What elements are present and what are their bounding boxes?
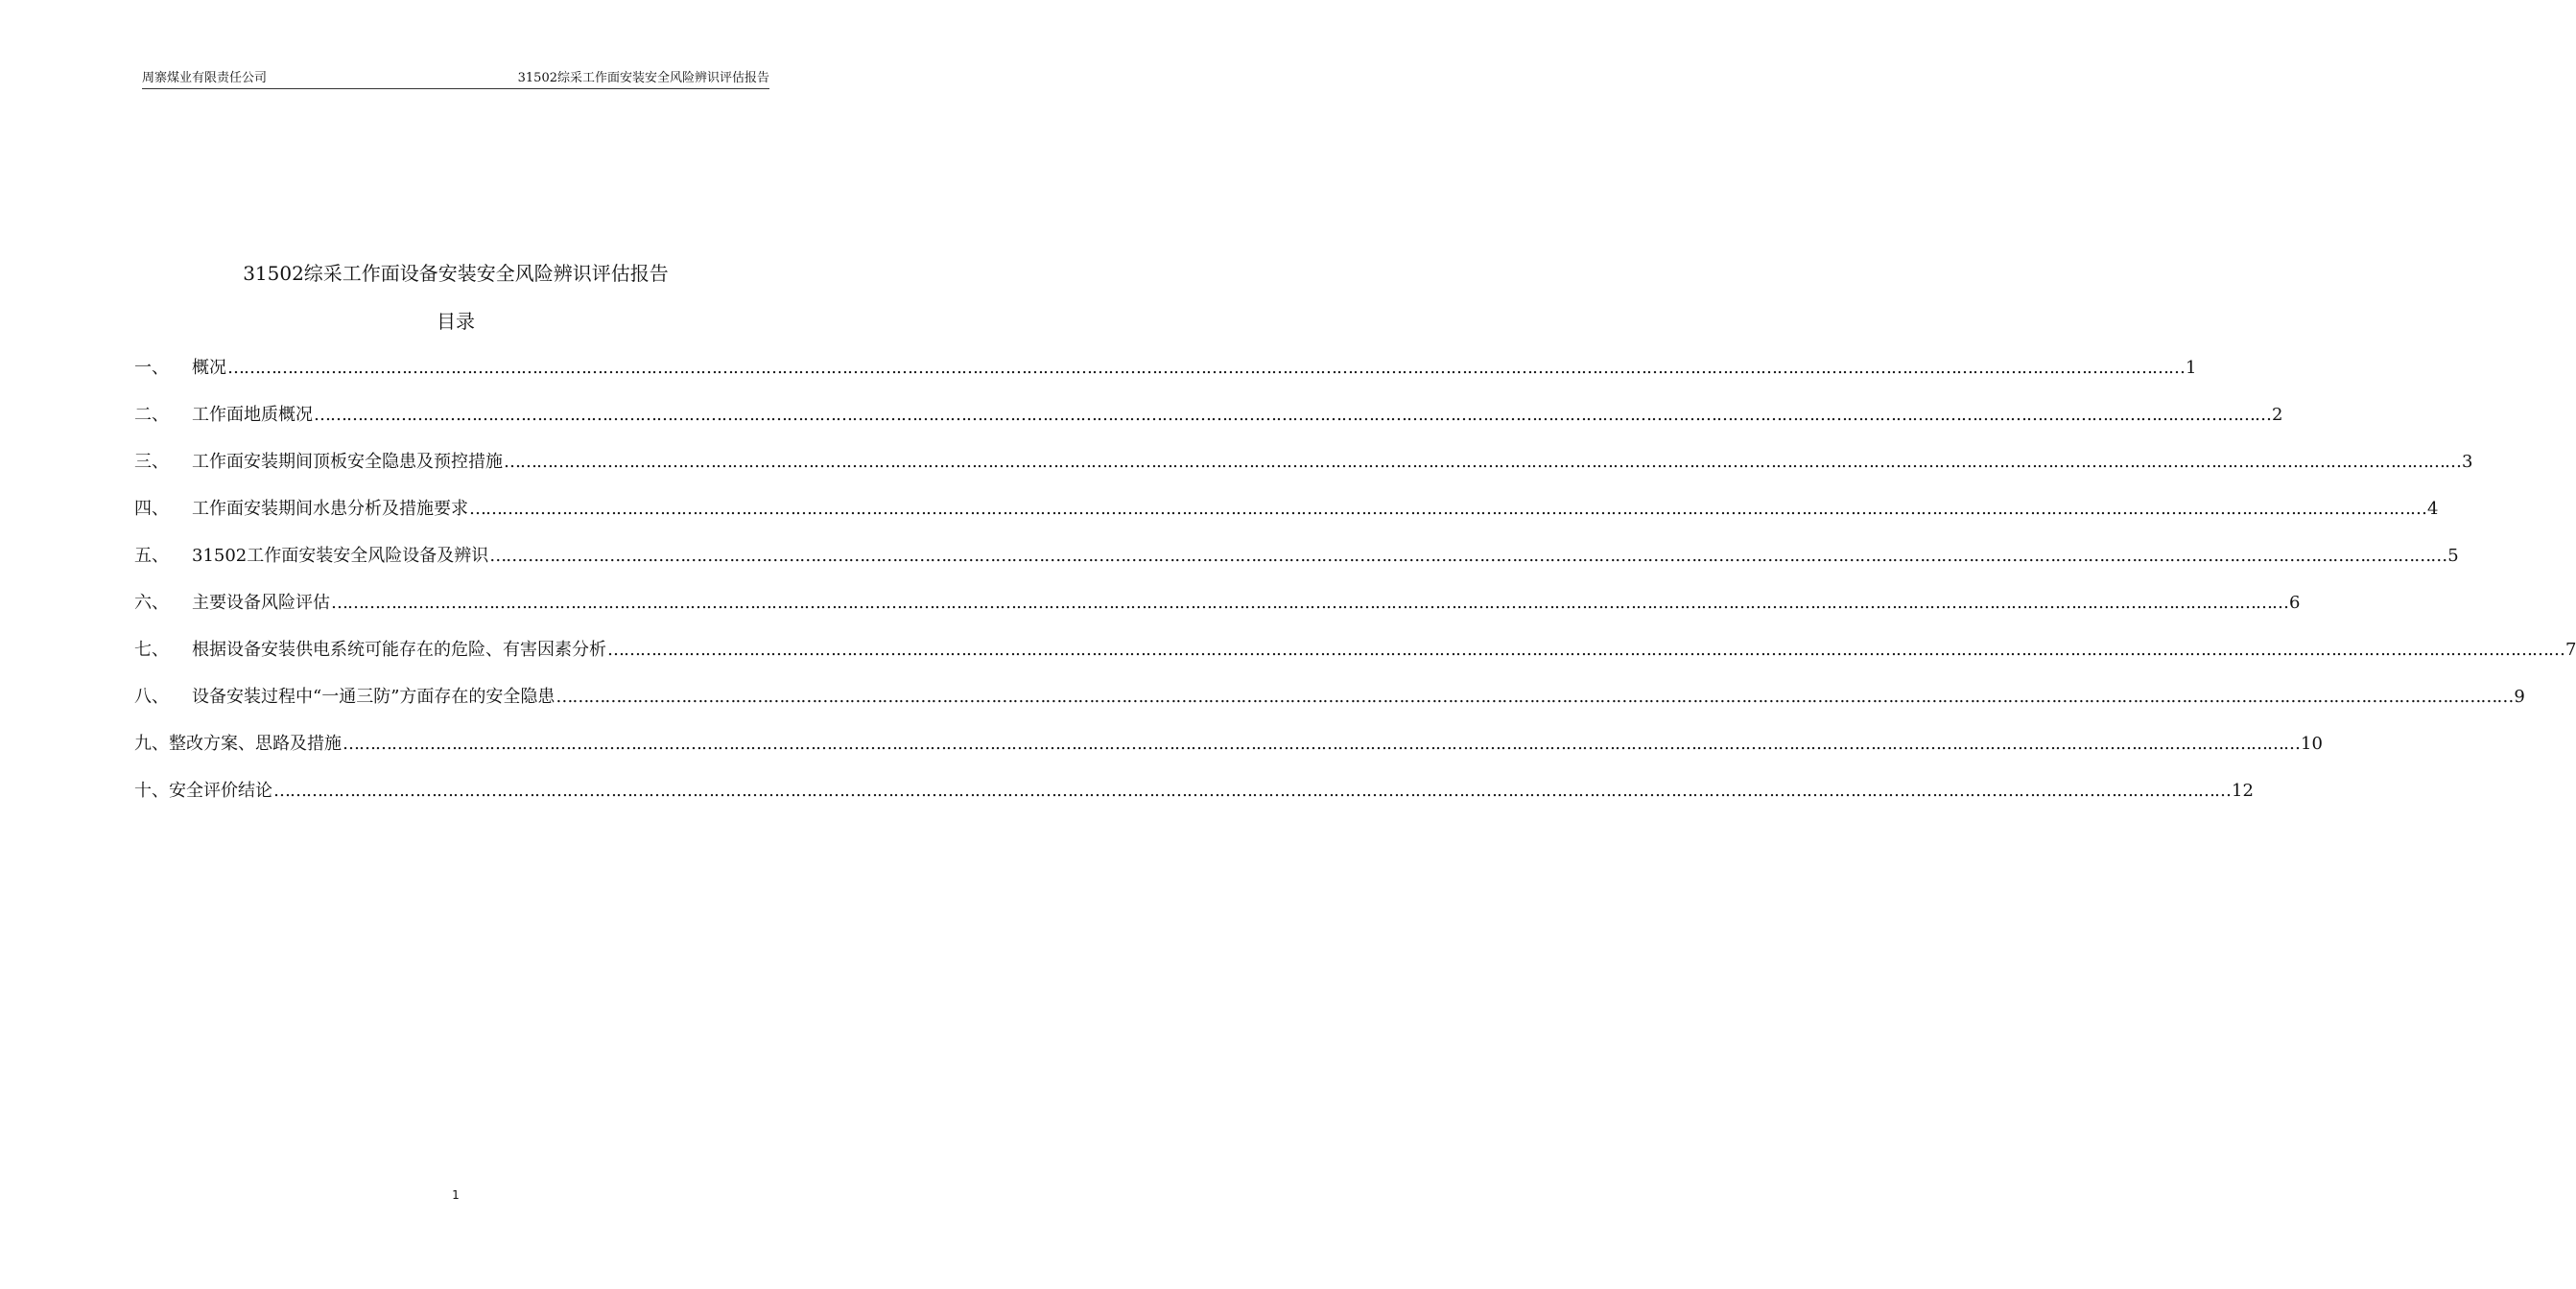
toc-leader-dots: ……………………………………………………………………………………………………………………………………………………………………………………………………………………………………………………………………………………………………………………………… [504, 452, 2461, 472]
toc-entry-number: 三、 [134, 452, 169, 472]
toc-entry-page: 4 [2427, 499, 2439, 519]
toc-entry-page: 6 [2289, 593, 2301, 613]
toc-heading: 目录 [437, 310, 475, 333]
toc-entry-title: 工作面安装期间顶板安全隐患及预控措施 [192, 452, 503, 472]
toc-entry-number: 五、 [134, 546, 169, 566]
toc-entry-title: 整改方案、思路及措施 [169, 734, 342, 754]
toc-entry-page: 7 [2565, 640, 2576, 660]
toc-entry-number: 一、 [134, 358, 169, 378]
toc-entry-number: 七、 [134, 640, 169, 660]
toc-entry-page: 12 [2232, 781, 2254, 801]
toc-entry-6 [134, 587, 2301, 634]
toc-entry-title: 31502工作面安装安全风险设备及辨识 [192, 546, 489, 566]
toc-entry-2 [134, 399, 2283, 446]
toc-entry-title: 工作面安装期间水患分析及措施要求 [192, 499, 468, 519]
toc-entry-4 [134, 493, 2439, 540]
header-report-title: 31502综采工作面安装安全风险辨识评估报告 [517, 71, 769, 85]
toc-entry-10 [134, 775, 2254, 822]
toc-leader-dots: ……………………………………………………………………………………………………………………………………………………………………………………………………………………………………………………………………………………………………………………………… [343, 734, 2300, 754]
toc-entry-number: 九、 [134, 734, 169, 754]
page-header [142, 71, 769, 89]
toc-entry-number: 八、 [134, 687, 169, 707]
toc-leader-dots: ……………………………………………………………………………………………………………………………………………………………………………………………………………………………………………………………………………………………………………………………… [227, 358, 2185, 378]
toc-leader-dots: ……………………………………………………………………………………………………………………………………………………………………………………………………………………………………………………………………………………………………………………………… [331, 593, 2288, 613]
toc-entry-number: 四、 [134, 499, 169, 519]
toc-entry-title: 工作面地质概况 [192, 405, 313, 425]
document-title: 31502综采工作面设备安装安全风险辨识评估报告 [243, 262, 669, 285]
toc-entry-8 [134, 681, 2525, 728]
toc-leader-dots: ……………………………………………………………………………………………………………………………………………………………………………………………………………………………………………………………………………………………………………………………… [489, 546, 2447, 566]
toc-entry-title: 安全评价结论 [169, 781, 272, 801]
toc-entry-1 [134, 352, 2197, 399]
toc-leader-dots: ……………………………………………………………………………………………………………………………………………………………………………………………………………………………………………………………………………………………………………………………… [273, 781, 2231, 801]
toc-entry-page: 3 [2462, 452, 2473, 472]
toc-entry-number: 十、 [134, 781, 169, 801]
toc-leader-dots: ……………………………………………………………………………………………………………………………………………………………………………………………………………………………………………………………………………………………………………………………… [314, 405, 2271, 425]
table-of-contents [134, 352, 2576, 822]
header-company-name: 周寨煤业有限责任公司 [142, 71, 268, 85]
page-number: 1 [452, 1188, 460, 1202]
toc-entry-page: 10 [2301, 734, 2323, 754]
toc-entry-page: 2 [2272, 405, 2283, 425]
toc-entry-title: 根据设备安装供电系统可能存在的危险、有害因素分析 [192, 640, 606, 660]
toc-entry-5 [134, 540, 2459, 587]
toc-leader-dots: ……………………………………………………………………………………………………………………………………………………………………………………………………………………………………………………………………………………………………………………………… [607, 640, 2564, 660]
toc-entry-page: 9 [2514, 687, 2525, 707]
toc-entry-page: 1 [2186, 358, 2197, 378]
toc-leader-dots: ……………………………………………………………………………………………………………………………………………………………………………………………………………………………………………………………………………………………………………………………… [555, 687, 2514, 707]
toc-entry-page: 5 [2447, 546, 2459, 566]
toc-entry-7 [134, 634, 2576, 681]
toc-entry-number: 二、 [134, 405, 169, 425]
toc-entry-title: 主要设备风险评估 [192, 593, 330, 613]
toc-entry-title: 设备安装过程中“一通三防”方面存在的安全隐患 [192, 687, 555, 707]
toc-leader-dots: ……………………………………………………………………………………………………………………………………………………………………………………………………………………………………………………………………………………………………………………………… [469, 499, 2426, 519]
toc-entry-3 [134, 446, 2473, 493]
toc-entry-9 [134, 728, 2323, 775]
toc-entry-number: 六、 [134, 593, 169, 613]
toc-entry-title: 概况 [192, 358, 226, 378]
